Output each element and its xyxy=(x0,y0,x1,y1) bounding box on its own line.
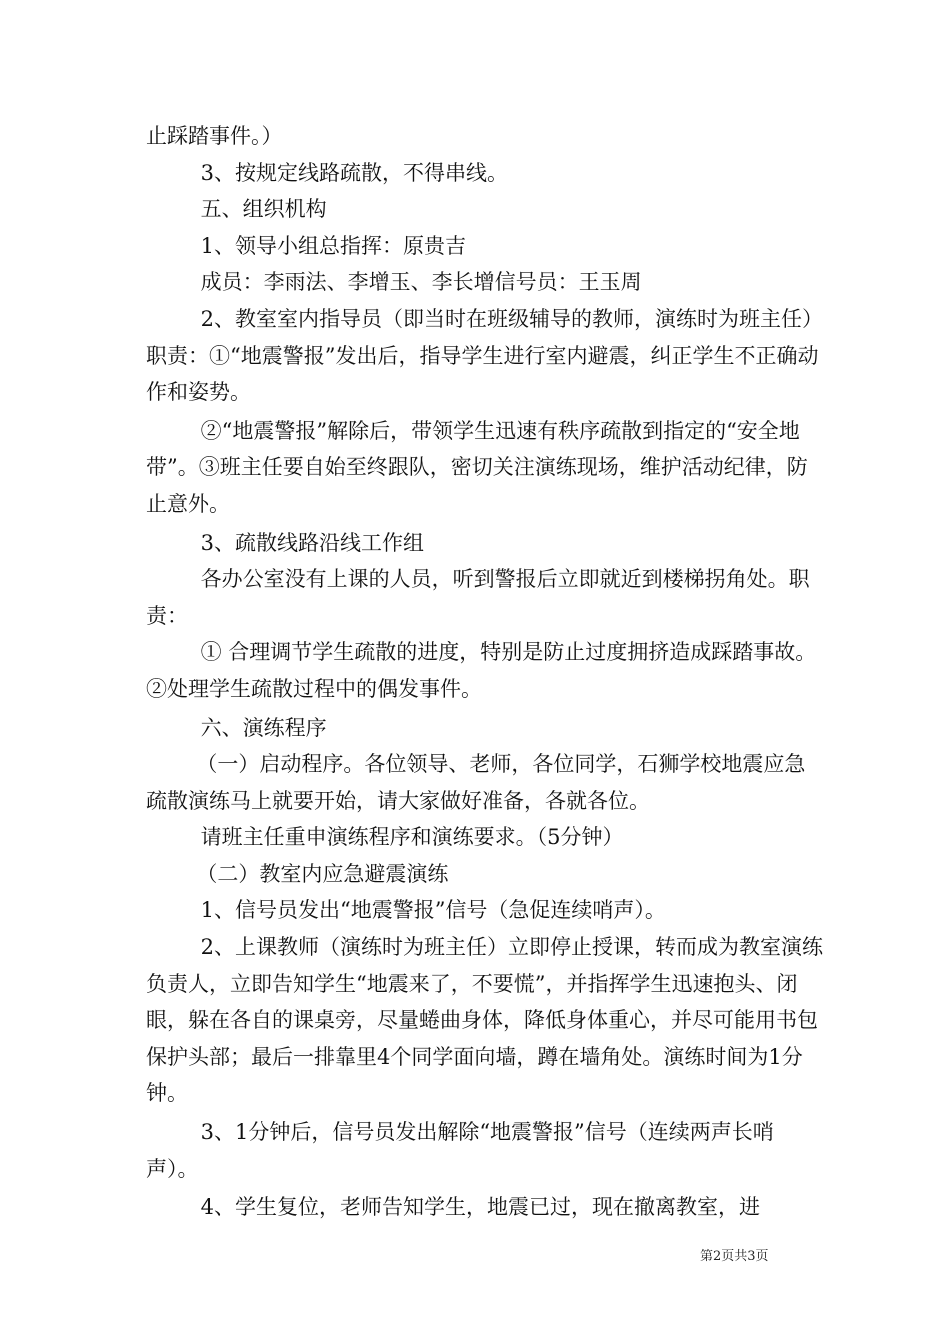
paragraph-1: 止踩踏事件。） xyxy=(146,124,283,148)
paragraph-guide-duties: ②“地震警报”解除后，带领学生迅速有秩序疏散到指定的“安全地带”。③班主任要自始至终跟队，密切关注演练现场，维护活动纪律，防止意外。 xyxy=(146,418,808,516)
paragraph-alarm-release: 3、1分钟后，信号员发出解除“地震警报”信号（连续两声长哨声）。 xyxy=(146,1120,774,1181)
paragraph-signal-alarm: 1、信号员发出“地震警报”信号（急促连续哨声）。 xyxy=(200,898,666,923)
paragraph-route-team: 3、疏散线路沿线工作组 xyxy=(200,530,424,555)
paragraph-teacher-restate: 请班主任重申演练程序和演练要求。（5分钟） xyxy=(200,825,624,850)
paragraph-evacuate: 4、学生复位，老师告知学生，地震已过，现在撤离教室，进 xyxy=(200,1195,760,1220)
paragraph-leader: 1、领导小组总指挥：原贵吉 xyxy=(200,233,466,258)
section-heading-6: 六、演练程序 xyxy=(200,715,327,740)
paragraph-office-staff: 各办公室没有上课的人员，听到警报后立即就近到楼梯拐角处。职责： xyxy=(146,567,810,628)
paragraph-classroom-guide: 2、教室室内指导员（即当时在班级辅导的教师，演练时为班主任）职责：①“地震警报”发出后，指导学生进行室内避震，纠正学生不正确动作和姿势。 xyxy=(146,306,823,405)
paragraph-classroom-drill: （二）教室内应急避震演练 xyxy=(196,861,449,886)
paragraph-2: 3、按规定线路疏散，不得串线。 xyxy=(200,160,508,185)
paragraph-start-procedure: （一）启动程序。各位领导、老师，各位同学，石狮学校地震应急疏散演练马上就要开始，请大家做好准备，各就各位。 xyxy=(146,752,806,813)
paragraph-teacher-actions: 2、上课教师（演练时为班主任）立即停止授课，转而成为教室演练负责人，立即告知学生“地震来了，不要慌”，并指挥学生迅速抱头、闭眼，躲在各自的课桌旁，尽量蜷曲身体，降低身体重心，并尽可能用书包保护头部；最后一排靠里4个同学面向墙，蹲在墙角处。演练时间为1分钟。 xyxy=(146,935,823,1106)
document-body xyxy=(146,118,826,1226)
paragraph-members: 成员：李雨法、李增玉、李长增信号员：王玉周 xyxy=(200,270,642,295)
paragraph-route-duties: ① 合理调节学生疏散的进度，特别是防止过度拥挤造成踩踏事故。②处理学生疏散过程中的偶发事件。 xyxy=(146,640,817,701)
section-heading-5: 五、组织机构 xyxy=(200,197,327,222)
page-number: 第2页共3页 xyxy=(700,1249,769,1264)
